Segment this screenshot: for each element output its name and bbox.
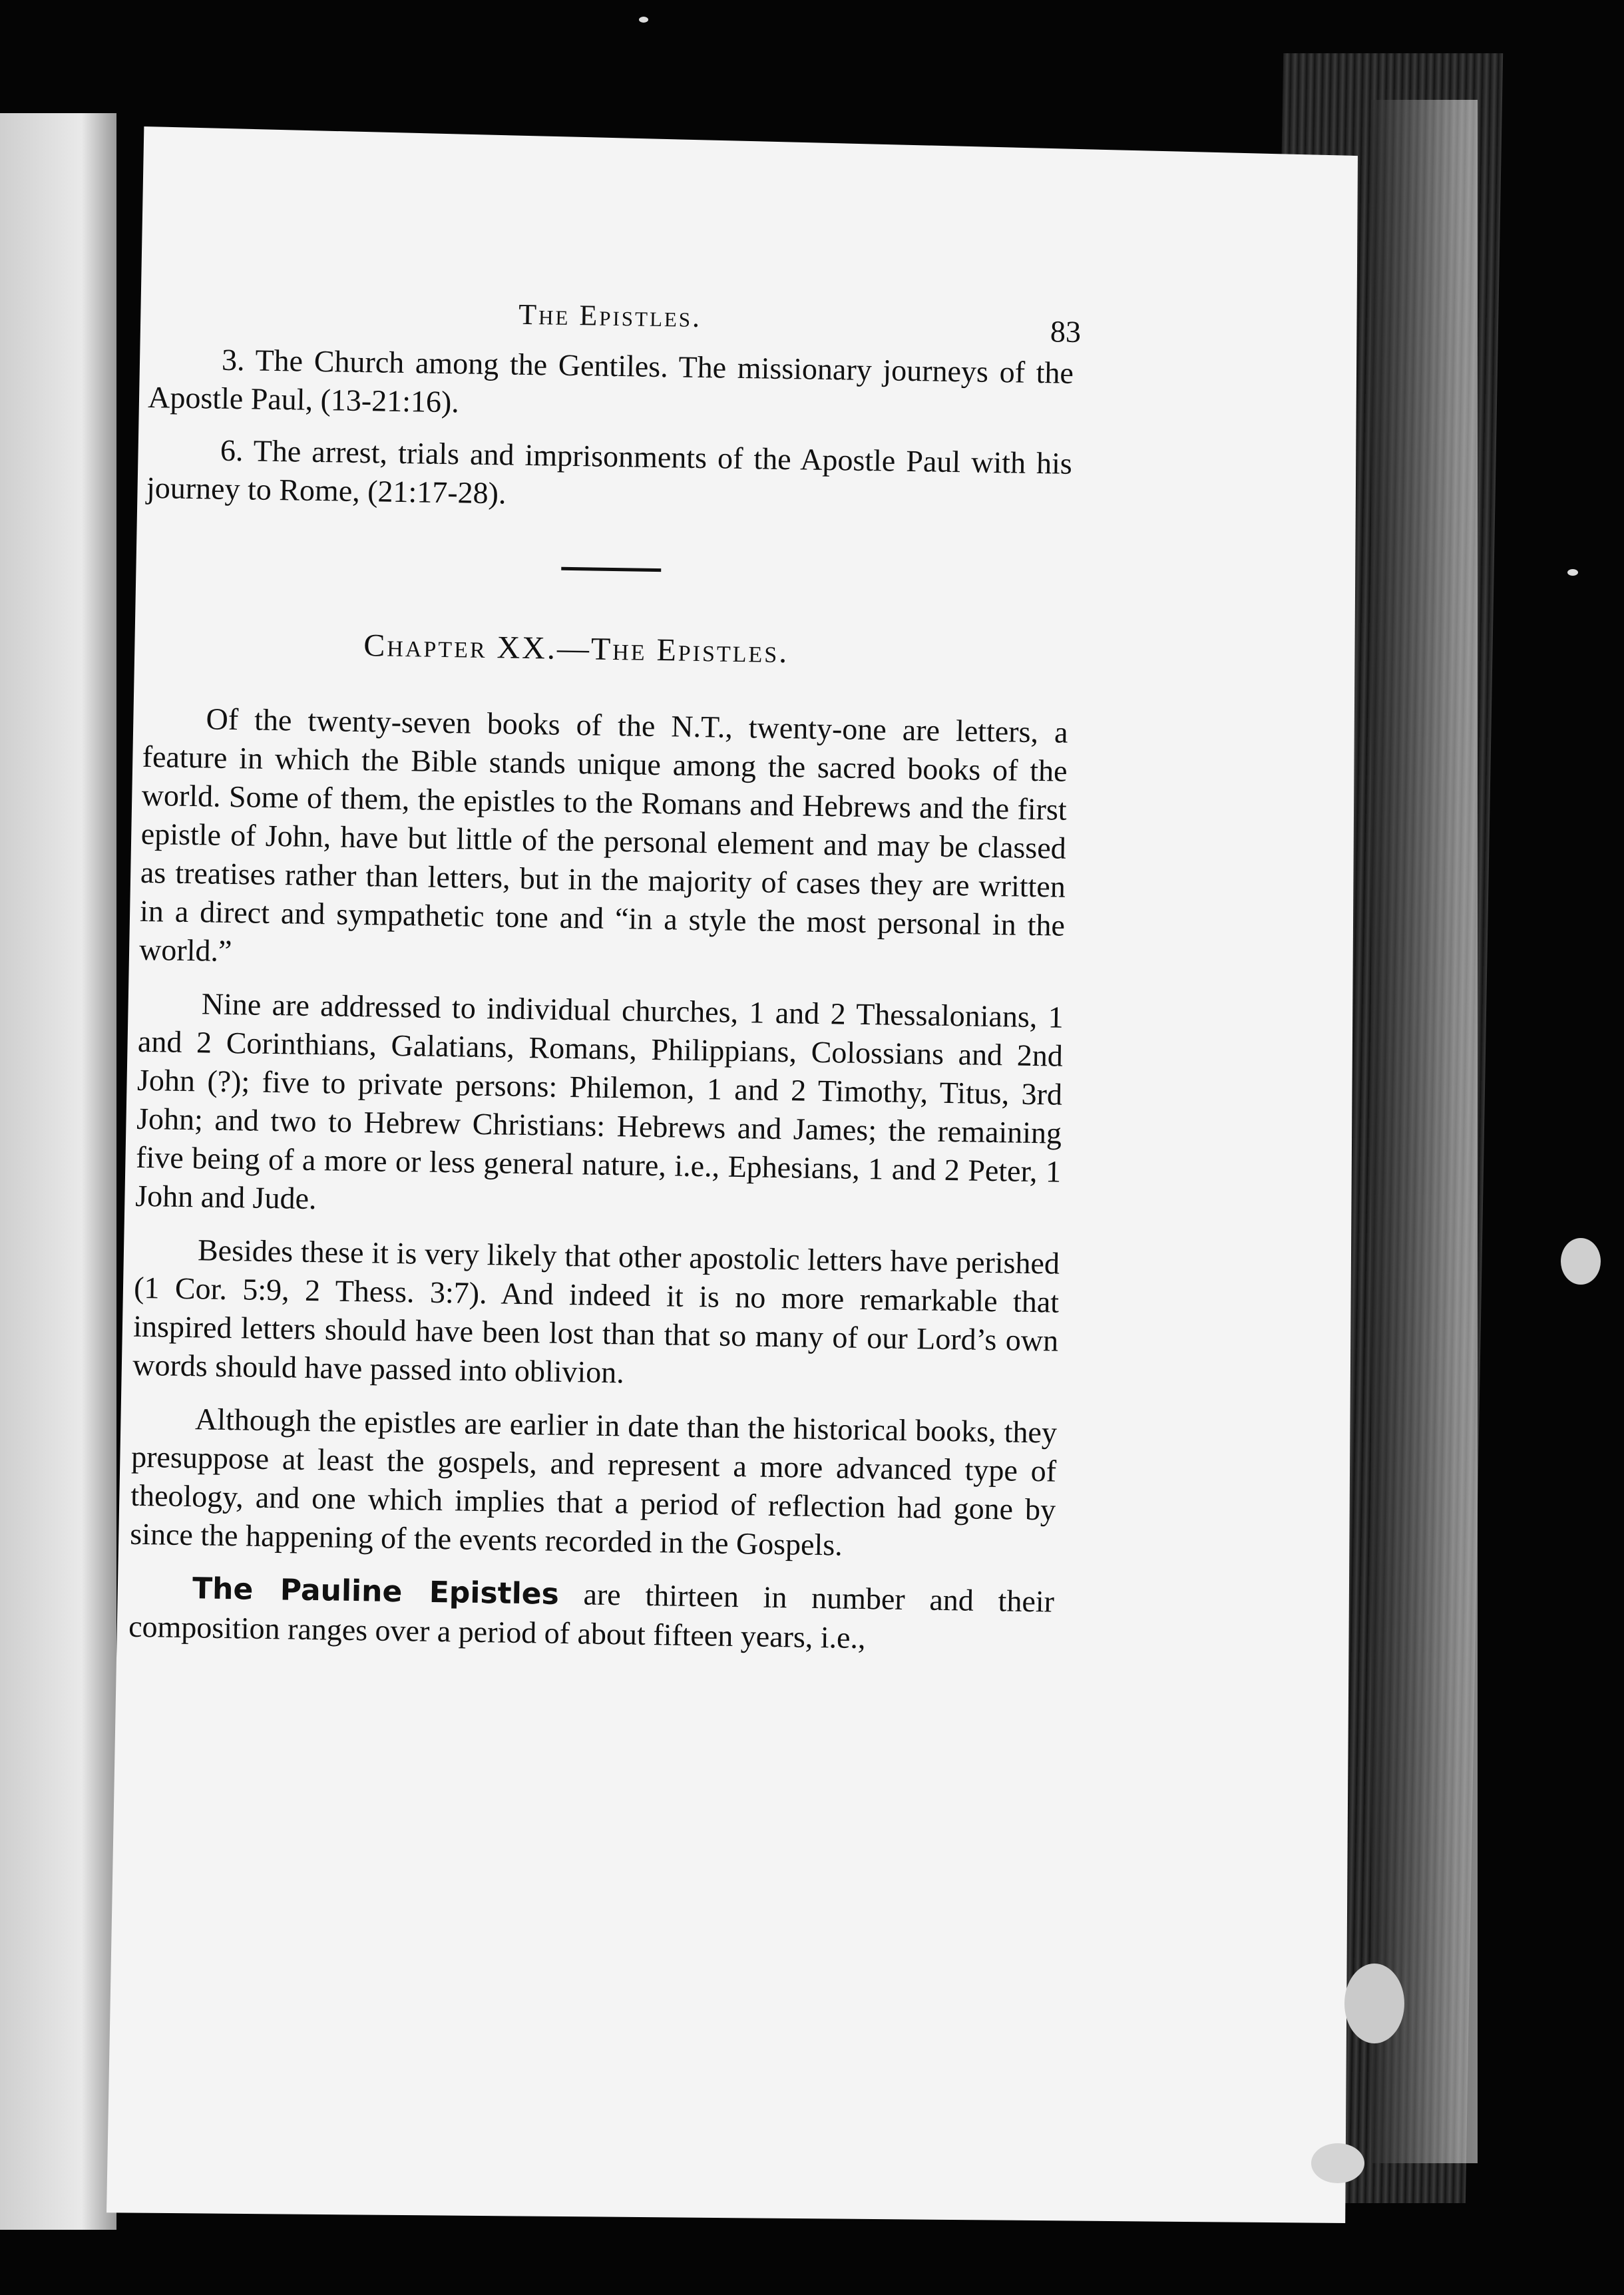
list-item: 6. The arrest, trials and imprisonments of the Apostle Paul with his journey to Rome, (21:17-28). — [146, 433, 1073, 511]
running-title: The Epistles. — [518, 298, 702, 334]
page-content — [128, 280, 1082, 1675]
pauline-epistles-lead: The Pauline Epistles — [192, 1571, 560, 1611]
list-item: 3. The Church among the Gentiles. The missionary journeys of the Apostle Paul, (13-21:16). — [147, 342, 1074, 419]
chapter-heading: Chapter XX.—The Epistles. — [363, 628, 789, 670]
page-edges-highlight — [1371, 100, 1478, 2163]
scan-speck — [1344, 1964, 1404, 2043]
paragraph-4: Although the epistles are earlier in date than the historical books, they presuppose at least the gospels, and represent a more advanced type of theology, and one which implies that a period of reflection had gone by since the happening of the events recorded in the Gospels. — [129, 1402, 1058, 1562]
paragraph-2: Nine are addressed to individual churches, 1 and 2 Thessalonians, 1 and 2 Corinthians, Galatians, Romans, Philippians, Colossians and 2nd John (?); five to private persons: Philemon, 1 and 2 Timothy, Titus, 3rd John; and two to Hebrew Christians: Hebrews and James; the remaining five being of a more or less general nature, i.e., Ephesians, 1 and 2 Peter, 1 John and Jude. — [134, 986, 1064, 1216]
page-number: 83 — [1050, 314, 1082, 349]
paragraph-3: Besides these it is very likely that other apostolic letters have perished (1 Cor. 5:9, 2 Thess. 3:7). And indeed it is no more remarkable that inspired letters should have been lost than that so many of our Lord’s own words should have passed into oblivion. — [132, 1233, 1060, 1390]
paragraph-5 — [128, 1568, 1055, 1661]
paragraph-5-text: are thirteen in number and their composition ranges over a period of about fifteen years, i.e., — [128, 1576, 1055, 1655]
facing-page-edge — [0, 113, 116, 2230]
paragraph-1: Of the twenty-seven books of the N.T., twenty-one are letters, a feature in which the Bible stands unique among the sacred books of the world. Some of them, the epistles to the Romans and Hebrews and the first epistle of John, have but little of the personal element and may be classed as treatises rather than letters, but in the majority of cases they are written in a direct and sympathetic tone and “in a style the most personal in the world.” — [138, 702, 1068, 968]
scan-speck — [639, 17, 648, 23]
scan-speck — [1567, 569, 1578, 576]
scan-speck — [1561, 1238, 1601, 1285]
section-divider — [561, 567, 661, 572]
scan-speck — [1311, 2143, 1364, 2183]
